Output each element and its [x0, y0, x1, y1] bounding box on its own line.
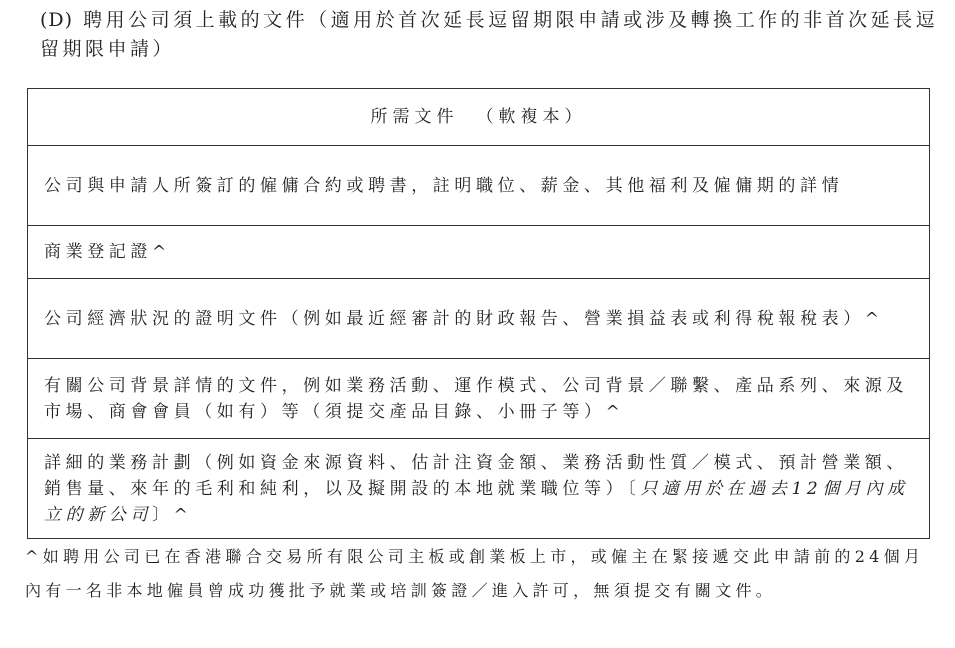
- table-row: [28, 226, 930, 279]
- section-number: (D): [40, 9, 74, 31]
- footnote: ^如聘用公司已在香港聯合交易所有限公司主板或創業板上市，或僱主在緊接遞交此申請前的24個月內有一名非本地僱員曾成功獲批予就業或培訓簽證／進入許可，無須提交有關文件。: [25, 547, 925, 600]
- table-header-row: [28, 89, 930, 146]
- table-row: [28, 439, 930, 539]
- table-cell: [28, 439, 930, 539]
- table-cell: 商業登記證^: [28, 226, 930, 279]
- business-plan-text: 詳細的業務計劃（例如資金來源資料、估計注資金額、業務活動性質／模式、預計營業額、銷售量、來年的毛利和純利，以及擬開設的本地就業職位等）: [44, 452, 908, 499]
- bracket-open: 〔: [627, 478, 641, 499]
- table-cell: 有關公司背景詳情的文件，例如業務活動、運作模式、公司背景／聯繫、產品系列、來源及市場、商會會員（如有）等（須提交產品目錄、小冊子等）^: [28, 359, 930, 439]
- table-cell: 公司與申請人所簽訂的僱傭合約或聘書，註明職位、薪金、其他福利及僱傭期的詳情: [28, 146, 930, 226]
- table-row: [28, 146, 930, 226]
- new-company-note: 只適用於在過去12個月內成立的新公司: [44, 478, 909, 525]
- section-title: 聘用公司須上載的文件（適用於首次延長逗留期限申請或涉及轉換工作的非首次延長逗留期限申請）: [40, 9, 939, 60]
- table-header-label: 所需文件: [370, 107, 459, 127]
- table-header-qualifier: （軟複本）: [476, 107, 587, 127]
- section-heading: [40, 6, 940, 64]
- required-documents-table: [27, 88, 930, 539]
- table-row: [28, 279, 930, 359]
- table-cell: 公司經濟狀況的證明文件（例如最近經審計的財政報告、營業損益表或利得稅報稅表）^: [28, 279, 930, 359]
- bracket-close: 〕^: [152, 504, 193, 525]
- table-row: [28, 359, 930, 439]
- table-header-cell: [28, 89, 930, 146]
